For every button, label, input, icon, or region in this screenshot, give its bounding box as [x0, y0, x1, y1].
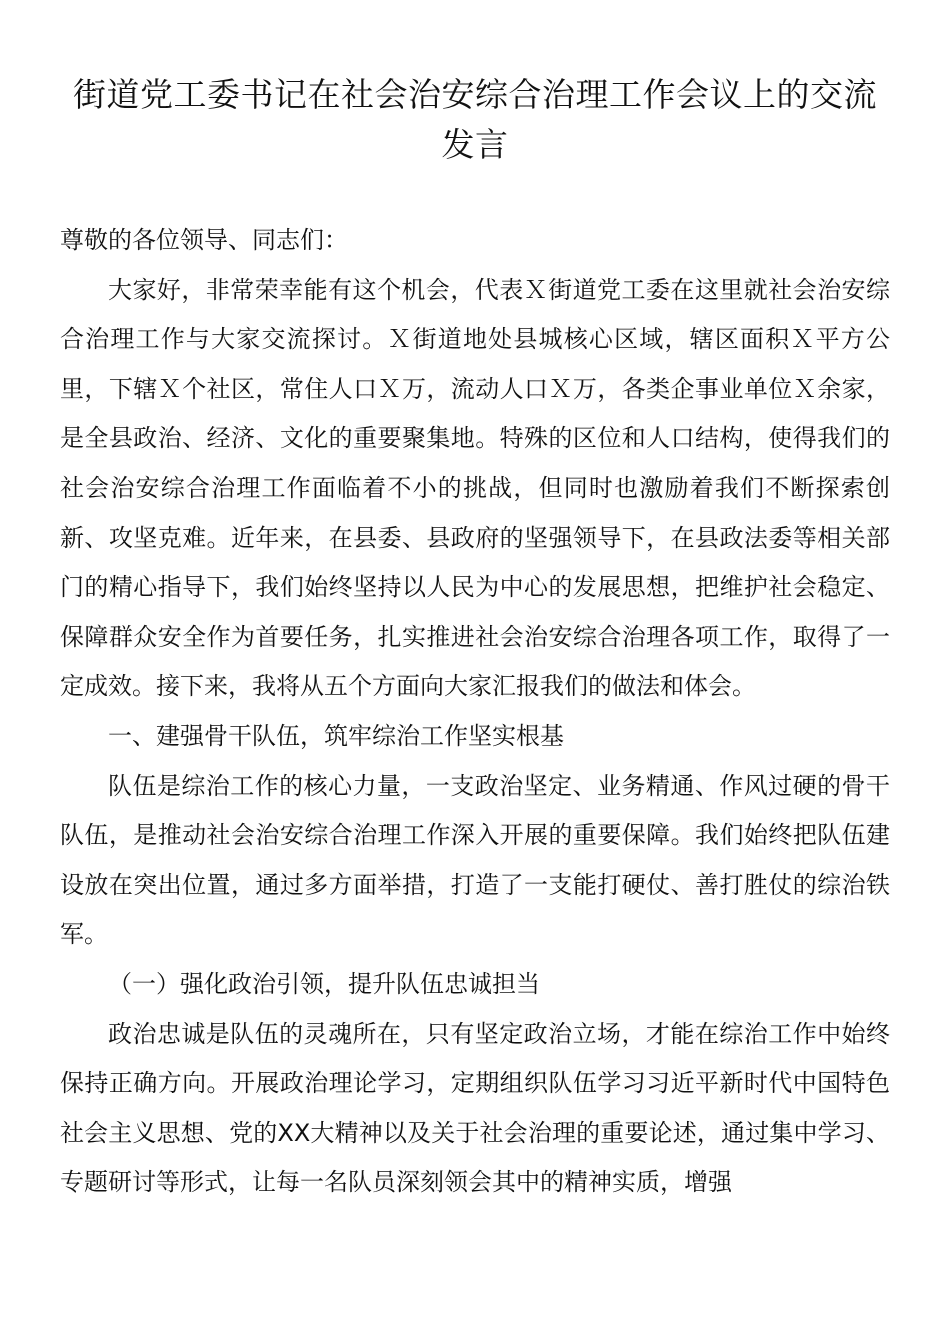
document-body — [60, 216, 890, 1208]
subsection-heading-1-1: （一）强化政治引领，提升队伍忠诚担当 — [108, 969, 540, 998]
document-title: 街道党工委书记在社会治安综合治理工作会议上的交流发言 — [73, 75, 877, 164]
paragraph-subsection-1-1: 政治忠诚是队伍的灵魂所在，只有坚定政治立场，才能在综治工作中始终保持正确方向。开展政治理论学习，定期组织队伍学习习近平新时代中国特色社会主义思想、党的XX大精神以及关于社会治理的重要论述，通过集中学习、专题研讨等形式，让每一名队员深刻领会其中的精神实质，增强 — [60, 1019, 890, 1197]
salutation: 尊敬的各位领导、同志们： — [60, 226, 348, 254]
paragraph-intro: 大家好，非常荣幸能有这个机会，代表Ｘ街道党工委在这里就社会治安综合治理工作与大家交流探讨。Ｘ街道地处县城核心区域，辖区面积Ｘ平方公里，下辖Ｘ个社区，常住人口Ｘ万，流动人口Ｘ万，各类企事业单位Ｘ余家，是全县政治、经济、文化的重要聚集地。特殊的区位和人口结构，使得我们的社会治安综合治理工作面临着不小的挑战，但同时也激励着我们不断探索创新、攻坚克难。近年来，在县委、县政府的坚强领导下，在县政法委等相关部门的精心指导下，我们始终坚持以人民为中心的发展思想，把维护社会稳定、保障群众安全作为首要任务，扎实推进社会治安综合治理各项工作，取得了一定成效。接下来，我将从五个方面向大家汇报我们的做法和体会。 — [60, 275, 890, 701]
paragraph-section-1: 队伍是综治工作的核心力量，一支政治坚定、业务精通、作风过硬的骨干队伍，是推动社会治安综合治理工作深入开展的重要保障。我们始终把队伍建设放在突出位置，通过多方面举措，打造了一支能打硬仗、善打胜仗的综治铁军。 — [60, 771, 890, 949]
section-heading-1: 一、建强骨干队伍，筑牢综治工作坚实根基 — [108, 721, 564, 750]
